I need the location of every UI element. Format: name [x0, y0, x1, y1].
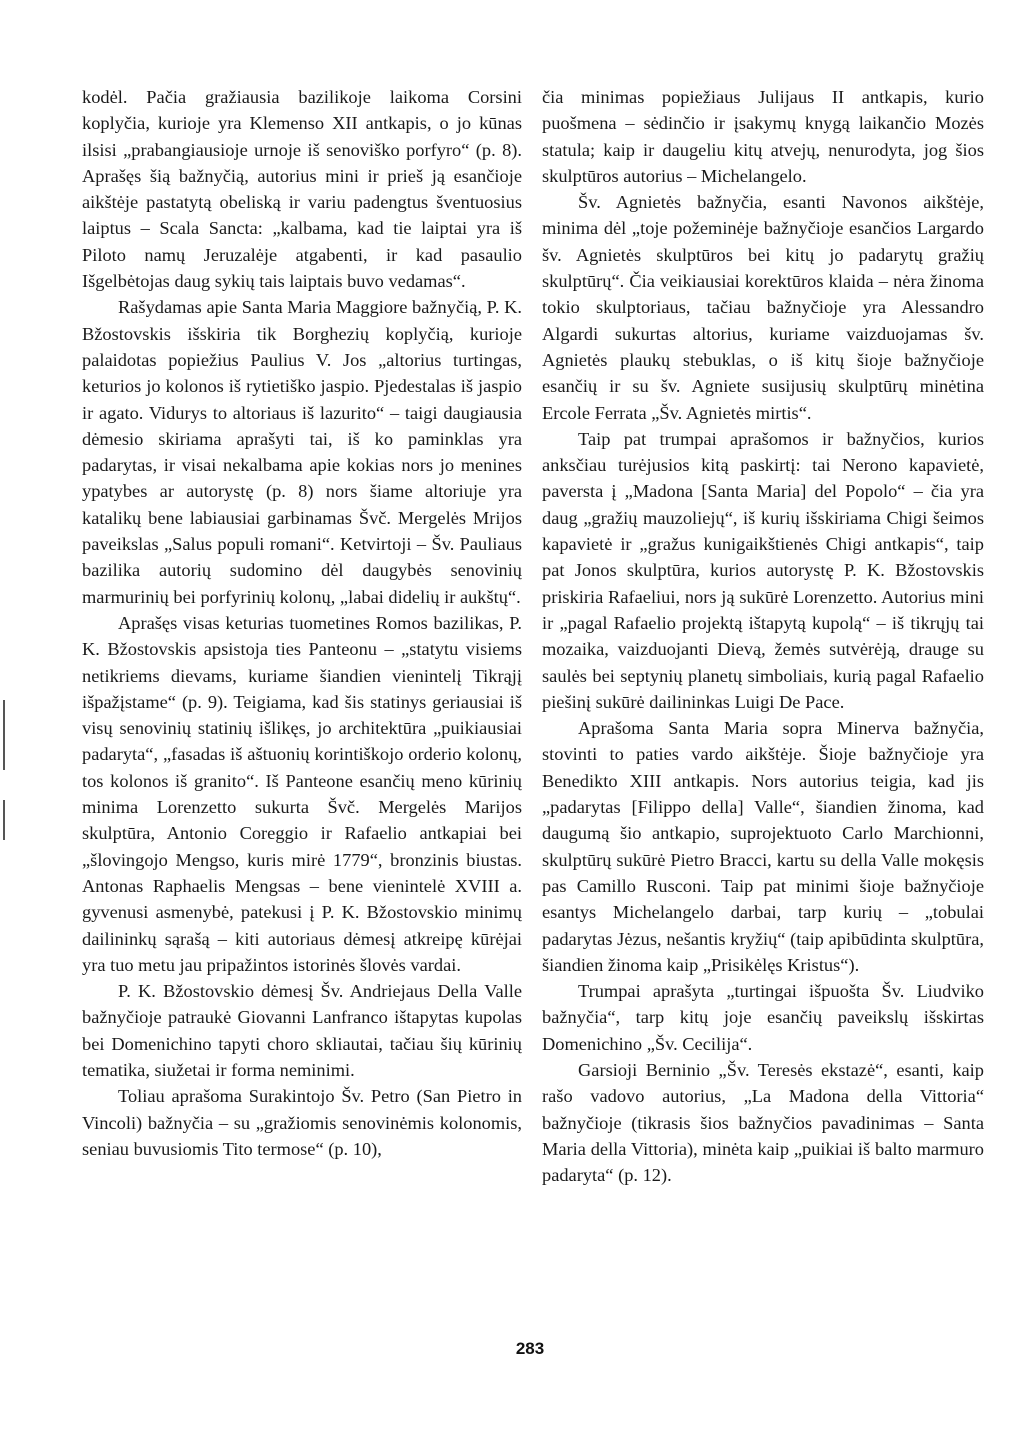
paragraph: Rašydamas apie Santa Maria Maggiore bažnyčią, P. K. Bžostovskis išskiria tik Borghezių koplyčią, kurioje palaidotas popiežius Paulius V. Jos „altorius turtingas, keturios jo kolonos iš rytietiško jaspio. Pjedestalas iš jaspio ir agato. Vidurys to altoriaus iš lazurito“ – taigi daugiausia dėmesio skiriama aprašyti tai, iš ko paminklas yra padarytas, ir visai nekalbama apie kokias nors jo menines ypatybes ar autorystę (p. 8) nors šiame altoriuje yra katalikų bene labiausiai garbinamas Švč. Mergelės Mrijos paveikslas „Salus populi romani“. Ketvirtoji – Šv. Pauliaus bazilika autorių sudomino dėl daugybės senovinių marmurinių bei porfyrinių kolonų, „labai didelių ir aukštų“. [82, 297, 522, 607]
left-column [82, 84, 522, 1162]
paragraph: P. K. Bžostovskio dėmesį Šv. Andriejaus Della Valle bažnyčioje patraukė Giovanni Lanfranco ištapytas kupolas bei Domenichino tapyti choro skliautai, tačiau šių kūrinių tematika, siužetai ir forma neminimi. [82, 981, 522, 1080]
paragraph: Aprašoma Santa Maria sopra Minerva bažnyčia, stovinti to paties vardo aikštėje. Šioje bažnyčioje yra Benedikto XIII antkapis. Nors autorius teigia, kad jis „padarytas [Filippo della] Valle“, šiandien žinoma, kad daugumą šio antkapio, suprojektuoto Carlo Marchionni, skulptūrų sukūrė Pietro Bracci, kartu su della Valle mokęsis pas Camillo Rusconi. Taip pat minimi šioje bažnyčioje esantys Michelangelo darbai, tarp kurių – „tobulai padarytas Jėzus, nešantis kryžių“ (taip apibūdinta skulptūra, šiandien žinoma kaip „Prisikėlęs Kristus“). [542, 718, 984, 975]
paragraph: čia minimas popiežiaus Julijaus II antkapis, kurio puošmena – sėdinčio ir įsakymų knygą laikančio Mozės statula; kaip ir daugeliu kitų atvejų, nenurodyta, jog šios skulptūros autorius – Michelangelo. [542, 87, 984, 186]
paragraph: Šv. Agnietės bažnyčia, esanti Navonos aikštėje, minima dėl „toje požeminėje bažnyčioje esančios Largardo šv. Agnietės skulptūros bei kitų jo padarytų gražių skulptūrų“. Čia veikiausiai korektūros klaida – nėra žinoma tokio skulptoriaus, tačiau bažnyčioje yra Alessandro Algardi sukurtas altorius, kuriame vaizduojamas šv. Agnietės plaukų stebuklas, o iš kitų šioje bažnyčioje esančių ir su šv. Agniete susijusių skulptūrų minėtina Ercole Ferrata „Šv. Agnietės mirtis“. [542, 192, 984, 423]
page-number: 283 [515, 1339, 545, 1358]
paragraph: Toliau aprašoma Surakintojo Šv. Petro (San Pietro in Vincoli) bažnyčia – su „gražiomis senovinėmis kolonomis, seniau buvusiomis Tito termose“ (p. 10), [82, 1086, 522, 1159]
right-column [542, 84, 984, 1188]
paragraph: Trumpai aprašyta „turtingai išpuošta Šv. Liudviko bažnyčia“, tarp kitų joje esančių paveikslų išskirtas Domenichino „Šv. Cecilija“. [542, 981, 984, 1054]
paragraph: kodėl. Pačia gražiausia bazilikoje laikoma Corsini koplyčia, kurioje yra Klemenso XII antkapis, o jo kūnas ilsisi „prabangiausioje urnoje iš senoviško porfyro“ (p. 8). Aprašęs šią bažnyčią, autorius mini ir prieš ją esančioje aikštėje pastatytą obeliską ir variu padengtus šventuosius laiptus – Scala Sancta: „kalbama, kad tie laiptai yra iš Piloto namų Jeruzalėje atgabenti, ir kad pasaulio Išgelbėtojas daug sykių tais laiptais buvo vedamas“. [82, 87, 522, 292]
scan-edge-mark [3, 700, 5, 770]
paragraph: Taip pat trumpai aprašomos ir bažnyčios, kurios anksčiau turėjusios kitą paskirtį: tai Nerono kapavietė, paversta į „Madona [Santa Maria] del Popolo“ – čia yra daug „gražių mauzoliejų“, iš kurių išskiriama Chigi šeimos kapavietė ir „gražus kunigaikštienės Chigi antkapis“, taip pat Jonos skulptūra, kurios autorystę P. K. Bžostovskis priskiria Rafaeliui, nors ją sukūrė Lorenzetto. Autorius mini ir „pagal Rafaelio projektą ištapytą kupolą“ – iš tikrųjų tai mozaika, vaizduojanti Dievą, žemės sutvėrėją, drauge su saulės bei septynių planetų simboliais, kurią pagal Rafaelio piešinį sukūrė dailininkas Luigi De Pace. [542, 428, 984, 712]
paragraph: Garsioji Berninio „Šv. Teresės ekstazė“, esanti, kaip rašo vadovo autorius, „La Madona della Vittoria“ bažnyčioje (tikrasis šios bažnyčios pavadinimas – Santa Maria della Vittoria), minėta kaip „puikiai iš balto marmuro padaryta“ (p. 12). [542, 1059, 984, 1186]
scan-edge-mark [3, 800, 5, 840]
paragraph: Aprašęs visas keturias tuometines Romos bazilikas, P. K. Bžostovskis apsistoja ties Panteonu – „statytu visiems netikriems dievams, kuriame šiandien vienintelį Tikrąjį išpažįstame“ (p. 9). Teigiama, kad šis statinys geriausiai iš visų senovinių statinių išlikęs, jo architektūra „puikiausiai padaryta“, „fasadas iš aštuonių korintiškojo orderio kolonų, tos kolonos iš granito“. Iš Panteone esančių meno kūrinių minima Lorenzetto sukurta Švč. Mergelės Marijos skulptūra, Antonio Coreggio ir Rafaelio antkapiai bei „šlovingojo Mengso, kuris mirė 1779“, bronzinis biustas. Antonas Raphaelis Mengsas – bene vienintelė XVIII a. gyvenusi asmenybė, patekusi į P. K. Bžostovskio minimų dailininkų sąrašą – kiti autoriaus dėmesį atkreipę kūrėjai yra tuo metu jau pripažintos istorinės šlovės vardai. [82, 612, 522, 975]
